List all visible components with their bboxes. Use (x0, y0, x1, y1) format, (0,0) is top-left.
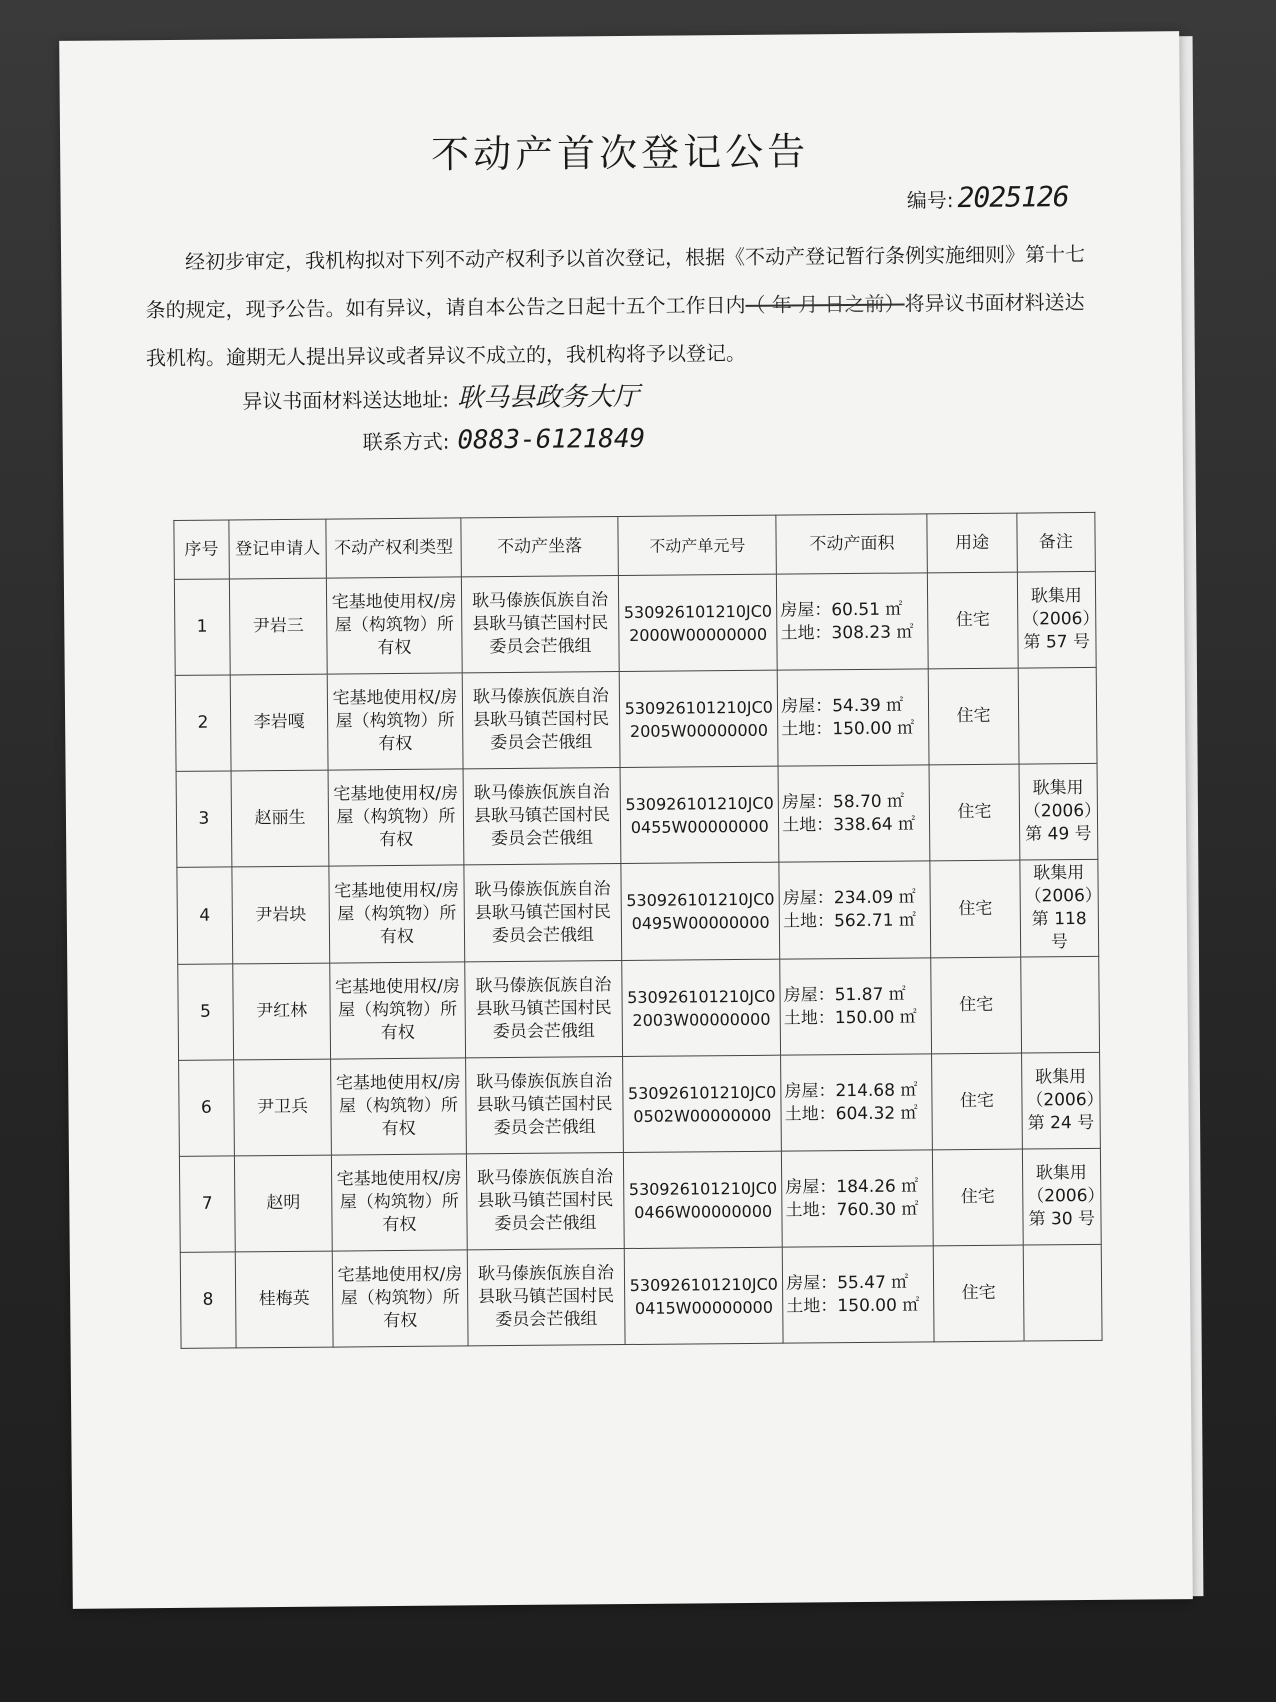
house-area: 房屋：54.39 ㎡ (781, 695, 904, 717)
cell-use: 住宅 (929, 668, 1019, 765)
table-row (176, 763, 1098, 867)
serial-value: 2025126 (957, 180, 1069, 215)
cell-no: 1 (174, 579, 230, 675)
cell-area (778, 765, 930, 862)
cell-remarks: 耿集用（2006）第 57 号 (1017, 571, 1096, 668)
land-area: 土地：760.30 ㎡ (785, 1198, 919, 1221)
cell-use: 住宅 (933, 1149, 1023, 1246)
cell-applicant: 尹红林 (232, 963, 331, 1060)
cell-right-type: 宅基地使用权/房屋（构筑物）所有权 (329, 865, 464, 963)
cell-use: 住宅 (931, 957, 1021, 1054)
land-area: 土地：338.64 ㎡ (782, 813, 916, 836)
table-row (174, 571, 1096, 675)
cell-location: 耿马傣族佤族自治县耿马镇芒国村民委员会芒俄组 (466, 1153, 625, 1250)
table-row (179, 1148, 1101, 1252)
cell-no: 3 (176, 771, 232, 867)
header-unit-number: 不动产单元号 (618, 515, 776, 575)
cell-unit-number: 530926101210JC02005W00000000 (620, 670, 779, 767)
cell-remarks: 耿集用（2006）第 118 号 (1019, 859, 1098, 957)
cell-right-type: 宅基地使用权/房屋（构筑物）所有权 (330, 962, 465, 1059)
address-value: 耿马县政务大厅 (456, 381, 640, 414)
table-row (175, 667, 1097, 771)
table-header-row (174, 512, 1095, 579)
header-area: 不动产面积 (776, 514, 928, 574)
cell-use: 住宅 (932, 1053, 1022, 1150)
cell-area (781, 1054, 933, 1151)
cell-location: 耿马傣族佤族自治县耿马镇芒国村民委员会芒俄组 (467, 1249, 626, 1346)
house-area: 房屋：58.70 ㎡ (781, 791, 905, 813)
notice-paper (59, 31, 1193, 1609)
cell-area (782, 1150, 934, 1247)
cell-location: 耿马傣族佤族自治县耿马镇芒国村民委员会芒俄组 (461, 576, 620, 673)
table-body (174, 571, 1102, 1348)
house-area: 房屋：214.68 ㎡ (784, 1079, 918, 1102)
cell-applicant: 李岩嘎 (230, 674, 329, 771)
cell-location: 耿马傣族佤族自治县耿马镇芒国村民委员会芒俄组 (463, 768, 622, 865)
cell-location: 耿马傣族佤族自治县耿马镇芒国村民委员会芒俄组 (464, 961, 623, 1058)
cell-area (779, 861, 931, 959)
contact-info (363, 424, 646, 456)
cell-right-type: 宅基地使用权/房屋（构筑物）所有权 (333, 1250, 468, 1347)
header-remarks: 备注 (1016, 512, 1095, 572)
header-applicant: 登记申请人 (229, 519, 327, 579)
cell-unit-number: 530926101210JC00502W00000000 (623, 1055, 782, 1152)
cell-unit-number: 530926101210JC00495W00000000 (621, 862, 780, 960)
cell-use: 住宅 (930, 764, 1020, 861)
land-area: 土地：150.00 ㎡ (783, 1006, 917, 1029)
contact-value: 0883-6121849 (457, 423, 646, 456)
house-area: 房屋：55.47 ㎡ (786, 1272, 909, 1294)
land-area: 土地：150.00 ㎡ (781, 717, 915, 740)
cell-location: 耿马傣族佤族自治县耿马镇芒国村民委员会芒俄组 (462, 672, 621, 769)
house-area: 房屋：234.09 ㎡ (782, 887, 916, 909)
land-area: 土地：308.23 ㎡ (780, 621, 914, 644)
cell-applicant: 尹岩三 (229, 578, 328, 675)
notice-title: 不动产首次登记公告 (430, 129, 810, 177)
house-area: 房屋：51.87 ㎡ (783, 984, 906, 1006)
cell-unit-number: 530926101210JC00455W00000000 (620, 766, 779, 863)
cell-applicant: 尹卫兵 (233, 1059, 332, 1156)
cell-right-type: 宅基地使用权/房屋（构筑物）所有权 (332, 1154, 467, 1251)
cell-use: 住宅 (934, 1245, 1024, 1342)
cell-remarks (1018, 667, 1097, 764)
cell-right-type: 宅基地使用权/房屋（构筑物）所有权 (328, 673, 463, 770)
contact-label: 联系方式: (362, 429, 450, 455)
address-label: 异议书面材料送达地址: (242, 387, 450, 414)
header-no: 序号 (174, 520, 229, 579)
land-area: 土地：562.71 ㎡ (782, 910, 917, 932)
cell-area (777, 669, 929, 766)
cell-remarks (1020, 956, 1099, 1053)
cell-remarks: 耿集用（2006）第 49 号 (1019, 763, 1098, 860)
paragraph-part2: 将异议书面材料送达我机构。逾期无人提出异议或者异议不成立的，我机构将予以登记。 (145, 289, 1085, 371)
cell-area (777, 573, 929, 670)
cell-right-type: 宅基地使用权/房屋（构筑物）所有权 (327, 577, 462, 674)
cell-location: 耿马傣族佤族自治县耿马镇芒国村民委员会芒俄组 (463, 864, 622, 962)
header-use: 用途 (927, 513, 1017, 573)
cell-no: 2 (175, 675, 231, 771)
cell-applicant: 赵明 (234, 1155, 333, 1252)
cell-applicant: 桂梅英 (235, 1251, 334, 1348)
header-right-type: 不动产权利类型 (326, 518, 461, 578)
house-area: 房屋：60.51 ㎡ (780, 599, 903, 621)
registration-table (173, 512, 1102, 1349)
table-row (177, 859, 1099, 964)
table-row (179, 1052, 1101, 1156)
land-area: 土地：604.32 ㎡ (784, 1102, 918, 1125)
cell-remarks (1023, 1244, 1102, 1341)
cell-unit-number: 530926101210JC00466W00000000 (624, 1151, 783, 1248)
header-location: 不动产坐落 (460, 517, 618, 577)
cell-no: 8 (180, 1252, 236, 1348)
cell-area (780, 958, 932, 1055)
cell-applicant: 尹岩块 (232, 866, 331, 964)
cell-right-type: 宅基地使用权/房屋（构筑物）所有权 (331, 1058, 466, 1155)
cell-unit-number: 530926101210JC02003W00000000 (622, 959, 781, 1056)
table-row (178, 956, 1100, 1060)
house-area: 房屋：184.26 ㎡ (785, 1175, 919, 1198)
paragraph-part1: 经初步审定，我机构拟对下列不动产权利予以首次登记，根据《不动产登记暂行条例实施细则》第十七条的规定，现予公告。如有异议，请自本公告之日起十五个工作日内 (145, 241, 1086, 323)
cell-use: 住宅 (930, 860, 1020, 958)
cell-applicant: 赵丽生 (231, 770, 330, 867)
serial-number (907, 180, 1069, 214)
cell-remarks: 耿集用（2006）第 30 号 (1022, 1148, 1101, 1245)
cell-use: 住宅 (928, 572, 1018, 669)
serial-label: 编号: (906, 188, 954, 213)
cell-unit-number: 530926101210JC00415W00000000 (625, 1247, 784, 1344)
notice-paragraph (145, 230, 1086, 382)
struck-deadline: （ 年 月 日之前） (745, 291, 905, 317)
cell-no: 4 (177, 867, 233, 964)
land-area: 土地：150.00 ㎡ (786, 1294, 920, 1317)
cell-location: 耿马傣族佤族自治县耿马镇芒国村民委员会芒俄组 (465, 1057, 624, 1154)
table-row (180, 1244, 1102, 1348)
cell-area (782, 1246, 934, 1343)
cell-no: 7 (179, 1156, 235, 1252)
cell-no: 6 (179, 1060, 235, 1156)
cell-remarks: 耿集用（2006）第 24 号 (1021, 1052, 1100, 1149)
cell-no: 5 (178, 964, 234, 1060)
objection-address (242, 376, 639, 416)
cell-right-type: 宅基地使用权/房屋（构筑物）所有权 (328, 769, 463, 866)
cell-unit-number: 530926101210JC02000W00000000 (619, 574, 778, 671)
